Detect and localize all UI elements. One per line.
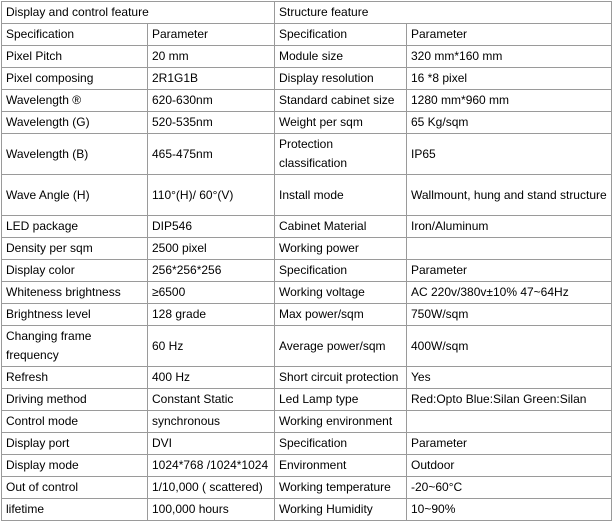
table-cell-c: Working Humidity [275, 499, 407, 521]
table-cell-a: Wave Angle (H) [2, 175, 148, 216]
table-cell-b: 1/10,000 ( scattered) [148, 477, 275, 499]
table-cell-c: Standard cabinet size [275, 90, 407, 112]
table-cell-a: Control mode [2, 411, 148, 433]
table-row [2, 24, 612, 46]
table-cell-d: -20~60°C [407, 477, 612, 499]
table-cell-a: Display mode [2, 455, 148, 477]
table-cell-b: 2R1G1B [148, 68, 275, 90]
table-cell-a: LED package [2, 216, 148, 238]
table-cell-a: Pixel composing [2, 68, 148, 90]
table-cell-c: Weight per sqm [275, 112, 407, 134]
table-cell-c: Specification [275, 260, 407, 282]
table-row [2, 389, 612, 411]
table-cell-b: Constant Static [148, 389, 275, 411]
section-heading-display: Display and control feature [2, 2, 275, 24]
table-row [2, 433, 612, 455]
table-row [2, 477, 612, 499]
table-cell-a: Specification [2, 24, 148, 46]
table-cell-b: 110°(H)/ 60°(V) [148, 175, 275, 216]
table-cell-d: Wallmount, hung and stand structure [407, 175, 612, 216]
table-cell-c: Working environment [275, 411, 407, 433]
table-cell-a: Pixel Pitch [2, 46, 148, 68]
table-cell-b: 100,000 hours [148, 499, 275, 521]
table-cell-a: Wavelength ® [2, 90, 148, 112]
table-cell-a: Brightness level [2, 304, 148, 326]
table-cell-c: Average power/sqm [275, 326, 407, 367]
table-cell-d [407, 411, 612, 433]
table-cell-d: Outdoor [407, 455, 612, 477]
table-row [2, 68, 612, 90]
table-cell-b: DVI [148, 433, 275, 455]
table-cell-c: Max power/sqm [275, 304, 407, 326]
table-cell-d: 320 mm*160 mm [407, 46, 612, 68]
table-header-row [2, 2, 612, 24]
spec-table [1, 1, 612, 521]
table-cell-c: Display resolution [275, 68, 407, 90]
table-cell-b: 60 Hz [148, 326, 275, 367]
table-cell-a: Out of control [2, 477, 148, 499]
table-cell-b: 128 grade [148, 304, 275, 326]
table-cell-d: 65 Kg/sqm [407, 112, 612, 134]
table-cell-c: Working power [275, 238, 407, 260]
table-cell-c: Protection classification [275, 134, 407, 175]
table-cell-c: Working voltage [275, 282, 407, 304]
table-cell-b: synchronous [148, 411, 275, 433]
table-cell-d: Red:Opto Blue:Silan Green:Silan [407, 389, 612, 411]
table-cell-b: 400 Hz [148, 367, 275, 389]
table-cell-d: Yes [407, 367, 612, 389]
table-cell-d: 10~90% [407, 499, 612, 521]
table-row [2, 238, 612, 260]
section-heading-structure: Structure feature [275, 2, 612, 24]
table-cell-b: 1024*768 /1024*1024 [148, 455, 275, 477]
table-cell-b: 20 mm [148, 46, 275, 68]
table-cell-d: AC 220v/380v±10% 47~64Hz [407, 282, 612, 304]
table-row [2, 282, 612, 304]
table-row [2, 260, 612, 282]
table-cell-d: Parameter [407, 433, 612, 455]
table-cell-d: Parameter [407, 260, 612, 282]
table-cell-b: 620-630nm [148, 90, 275, 112]
table-row [2, 46, 612, 68]
table-cell-a: lifetime [2, 499, 148, 521]
table-row [2, 134, 612, 175]
table-row [2, 216, 612, 238]
table-cell-a: Density per sqm [2, 238, 148, 260]
table-row [2, 326, 612, 367]
table-row [2, 367, 612, 389]
table-cell-b: ≥6500 [148, 282, 275, 304]
table-cell-c: Short circuit protection [275, 367, 407, 389]
table-cell-d: 16 *8 pixel [407, 68, 612, 90]
table-cell-c: Working temperature [275, 477, 407, 499]
table-cell-a: Display color [2, 260, 148, 282]
table-cell-c: Cabinet Material [275, 216, 407, 238]
table-row [2, 175, 612, 216]
table-cell-a: Changing frame frequency [2, 326, 148, 367]
table-cell-b: DIP546 [148, 216, 275, 238]
table-cell-a: Wavelength (G) [2, 112, 148, 134]
table-cell-c: Module size [275, 46, 407, 68]
table-row [2, 411, 612, 433]
table-cell-c: Environment [275, 455, 407, 477]
table-cell-a: Whiteness brightness [2, 282, 148, 304]
table-row [2, 455, 612, 477]
table-cell-d: 400W/sqm [407, 326, 612, 367]
table-cell-a: Wavelength (B) [2, 134, 148, 175]
table-row [2, 304, 612, 326]
table-row [2, 499, 612, 521]
table-cell-d [407, 238, 612, 260]
table-cell-b: 256*256*256 [148, 260, 275, 282]
table-cell-c: Led Lamp type [275, 389, 407, 411]
table-cell-b: 465-475nm [148, 134, 275, 175]
table-cell-c: Install mode [275, 175, 407, 216]
table-cell-c: Specification [275, 24, 407, 46]
table-row [2, 90, 612, 112]
table-cell-b: 2500 pixel [148, 238, 275, 260]
table-cell-a: Display port [2, 433, 148, 455]
table-cell-b: 520-535nm [148, 112, 275, 134]
table-cell-a: Refresh [2, 367, 148, 389]
table-cell-a: Driving method [2, 389, 148, 411]
table-cell-d: 1280 mm*960 mm [407, 90, 612, 112]
table-cell-d: 750W/sqm [407, 304, 612, 326]
table-cell-c: Specification [275, 433, 407, 455]
table-cell-b: Parameter [148, 24, 275, 46]
table-cell-d: Parameter [407, 24, 612, 46]
table-cell-d: IP65 [407, 134, 612, 175]
table-row [2, 112, 612, 134]
table-cell-d: Iron/Aluminum [407, 216, 612, 238]
